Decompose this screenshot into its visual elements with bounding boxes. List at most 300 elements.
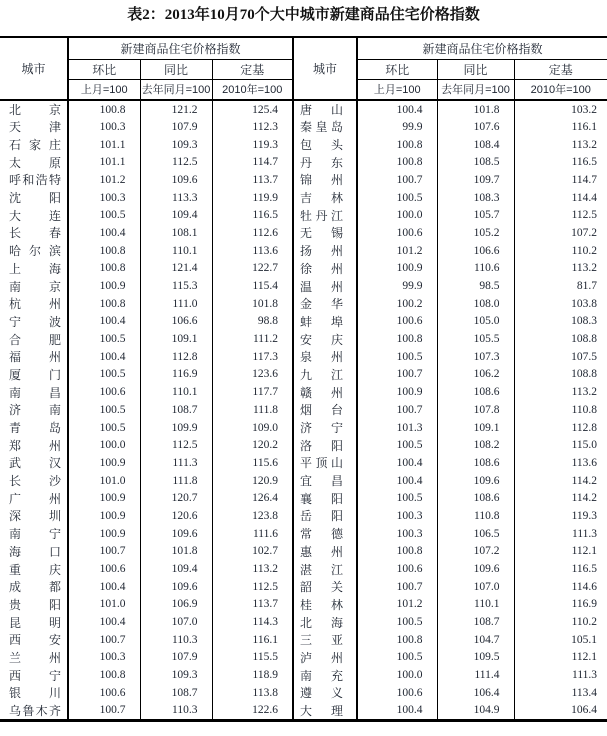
yoy-value-left: 107.0 bbox=[140, 613, 212, 631]
mom-value-left: 101.0 bbox=[68, 596, 140, 614]
mom-value-right: 100.5 bbox=[357, 189, 437, 207]
city-name-left: 太原 bbox=[0, 153, 68, 171]
fixed-base-value-left: 116.1 bbox=[212, 631, 293, 649]
yoy-value-left: 109.4 bbox=[140, 560, 212, 578]
fixed-base-value-right: 113.2 bbox=[514, 260, 607, 278]
table-row bbox=[0, 525, 607, 543]
mom-value-right: 100.6 bbox=[357, 560, 437, 578]
city-name-left: 郑州 bbox=[0, 436, 68, 454]
table-row bbox=[0, 401, 607, 419]
mom-value-left: 100.4 bbox=[68, 613, 140, 631]
fixed-base-value-right: 113.4 bbox=[514, 684, 607, 702]
yoy-value-left: 109.9 bbox=[140, 419, 212, 437]
yoy-value-right: 109.7 bbox=[437, 171, 514, 189]
price-index-table bbox=[0, 36, 607, 722]
mom-value-right: 100.9 bbox=[357, 260, 437, 278]
city-name-left: 海口 bbox=[0, 543, 68, 561]
city-name-left: 石家庄 bbox=[0, 136, 68, 154]
city-name-left: 天津 bbox=[0, 118, 68, 136]
fixed-base-value-left: 125.4 bbox=[212, 100, 293, 118]
fixed-base-value-right: 111.3 bbox=[514, 525, 607, 543]
fixed-base-value-right: 114.4 bbox=[514, 189, 607, 207]
yoy-value-right: 107.8 bbox=[437, 401, 514, 419]
mom-value-left: 100.9 bbox=[68, 454, 140, 472]
mom-value-right: 100.0 bbox=[357, 206, 437, 224]
mom-value-left: 100.4 bbox=[68, 313, 140, 331]
mom-value-right: 100.3 bbox=[357, 525, 437, 543]
yoy-value-left: 112.5 bbox=[140, 153, 212, 171]
table-row bbox=[0, 543, 607, 561]
mom-value-left: 100.8 bbox=[68, 242, 140, 260]
city-name-left: 长沙 bbox=[0, 472, 68, 490]
fixed-base-value-right: 114.2 bbox=[514, 472, 607, 490]
mom-value-left: 100.5 bbox=[68, 206, 140, 224]
city-name-right: 三亚 bbox=[293, 631, 357, 649]
mom-value-left: 100.5 bbox=[68, 366, 140, 384]
table-body bbox=[0, 100, 607, 720]
fixed-base-value-right: 103.8 bbox=[514, 295, 607, 313]
mom-value-right: 100.2 bbox=[357, 295, 437, 313]
mom-value-right: 100.5 bbox=[357, 613, 437, 631]
yoy-value-left: 107.9 bbox=[140, 118, 212, 136]
fixed-base-value-left: 115.6 bbox=[212, 454, 293, 472]
city-name-left: 哈尔滨 bbox=[0, 242, 68, 260]
yoy-value-left: 106.6 bbox=[140, 313, 212, 331]
yoy-value-right: 108.3 bbox=[437, 189, 514, 207]
yoy-value-right: 105.0 bbox=[437, 313, 514, 331]
fixed-base-value-left: 116.5 bbox=[212, 206, 293, 224]
city-name-left: 贵阳 bbox=[0, 596, 68, 614]
city-name-left: 南京 bbox=[0, 277, 68, 295]
table-row bbox=[0, 100, 607, 118]
mom-value-left: 100.8 bbox=[68, 260, 140, 278]
fixed-base-value-left: 101.8 bbox=[212, 295, 293, 313]
fixed-base-value-left: 113.7 bbox=[212, 596, 293, 614]
yoy-value-left: 108.7 bbox=[140, 684, 212, 702]
city-name-left: 沈阳 bbox=[0, 189, 68, 207]
fixed-base-value-right: 112.1 bbox=[514, 543, 607, 561]
mom-value-right: 99.9 bbox=[357, 118, 437, 136]
yoy-value-left: 111.3 bbox=[140, 454, 212, 472]
fixed-base-value-left: 112.5 bbox=[212, 578, 293, 596]
city-name-right: 锦州 bbox=[293, 171, 357, 189]
city-name-left: 兰州 bbox=[0, 649, 68, 667]
header-mom-base-right: 上月=100 bbox=[357, 79, 437, 100]
city-name-left: 杭州 bbox=[0, 295, 68, 313]
header-index-group-left: 新建商品住宅价格指数 bbox=[68, 37, 293, 59]
city-name-right: 唐山 bbox=[293, 100, 357, 118]
yoy-value-right: 109.1 bbox=[437, 419, 514, 437]
yoy-value-right: 104.9 bbox=[437, 702, 514, 721]
fixed-base-value-right: 111.3 bbox=[514, 666, 607, 684]
page-title: 表2：2013年10月70个大中城市新建商品住宅价格指数 bbox=[127, 7, 480, 23]
header-fixed-base-base-left: 2010年=100 bbox=[212, 79, 293, 100]
city-name-left: 重庆 bbox=[0, 560, 68, 578]
header-fixed-base-base-right: 2010年=100 bbox=[514, 79, 607, 100]
mom-value-left: 100.8 bbox=[68, 666, 140, 684]
fixed-base-value-right: 108.8 bbox=[514, 366, 607, 384]
city-name-left: 大连 bbox=[0, 206, 68, 224]
mom-value-right: 100.8 bbox=[357, 330, 437, 348]
mom-value-right: 100.5 bbox=[357, 649, 437, 667]
city-name-left: 乌鲁木齐 bbox=[0, 702, 68, 721]
fixed-base-value-left: 126.4 bbox=[212, 489, 293, 507]
fixed-base-value-left: 119.3 bbox=[212, 136, 293, 154]
table-row bbox=[0, 596, 607, 614]
fixed-base-value-right: 112.5 bbox=[514, 206, 607, 224]
fixed-base-value-right: 110.2 bbox=[514, 242, 607, 260]
fixed-base-value-left: 117.3 bbox=[212, 348, 293, 366]
mom-value-right: 100.3 bbox=[357, 507, 437, 525]
fixed-base-value-left: 118.9 bbox=[212, 666, 293, 684]
header-index-group-right: 新建商品住宅价格指数 bbox=[357, 37, 607, 59]
yoy-value-right: 105.7 bbox=[437, 206, 514, 224]
mom-value-left: 100.9 bbox=[68, 507, 140, 525]
city-name-right: 蚌埠 bbox=[293, 313, 357, 331]
mom-value-right: 100.9 bbox=[357, 383, 437, 401]
yoy-value-left: 110.3 bbox=[140, 702, 212, 721]
yoy-value-left: 115.3 bbox=[140, 277, 212, 295]
fixed-base-value-left: 113.6 bbox=[212, 242, 293, 260]
mom-value-left: 100.6 bbox=[68, 383, 140, 401]
table-row bbox=[0, 260, 607, 278]
fixed-base-value-left: 120.2 bbox=[212, 436, 293, 454]
fixed-base-value-left: 120.9 bbox=[212, 472, 293, 490]
yoy-value-right: 107.3 bbox=[437, 348, 514, 366]
header-fixed-base-right: 定基 bbox=[514, 59, 607, 79]
city-name-left: 上海 bbox=[0, 260, 68, 278]
city-name-left: 福州 bbox=[0, 348, 68, 366]
fixed-base-value-left: 123.8 bbox=[212, 507, 293, 525]
header-mom-right: 环比 bbox=[357, 59, 437, 79]
city-name-left: 武汉 bbox=[0, 454, 68, 472]
yoy-value-right: 109.6 bbox=[437, 560, 514, 578]
table-row bbox=[0, 224, 607, 242]
city-name-right: 金华 bbox=[293, 295, 357, 313]
yoy-value-left: 109.6 bbox=[140, 525, 212, 543]
yoy-value-left: 116.9 bbox=[140, 366, 212, 384]
fixed-base-value-left: 98.8 bbox=[212, 313, 293, 331]
fixed-base-value-right: 108.3 bbox=[514, 313, 607, 331]
mom-value-left: 100.8 bbox=[68, 295, 140, 313]
fixed-base-value-left: 109.0 bbox=[212, 419, 293, 437]
yoy-value-right: 108.5 bbox=[437, 153, 514, 171]
city-name-right: 赣州 bbox=[293, 383, 357, 401]
yoy-value-right: 105.2 bbox=[437, 224, 514, 242]
fixed-base-value-right: 114.7 bbox=[514, 171, 607, 189]
fixed-base-value-right: 105.1 bbox=[514, 631, 607, 649]
header-yoy-base-right: 去年同月=100 bbox=[437, 79, 514, 100]
city-name-right: 遵义 bbox=[293, 684, 357, 702]
table-row bbox=[0, 348, 607, 366]
table-row bbox=[0, 206, 607, 224]
table-row bbox=[0, 631, 607, 649]
fixed-base-value-left: 122.7 bbox=[212, 260, 293, 278]
yoy-value-left: 110.1 bbox=[140, 242, 212, 260]
mom-value-right: 100.8 bbox=[357, 631, 437, 649]
header-city-right: 城市 bbox=[293, 37, 357, 100]
city-name-right: 徐州 bbox=[293, 260, 357, 278]
yoy-value-left: 121.4 bbox=[140, 260, 212, 278]
fixed-base-value-right: 119.3 bbox=[514, 507, 607, 525]
table-row bbox=[0, 171, 607, 189]
mom-value-left: 100.3 bbox=[68, 189, 140, 207]
header-yoy-base-left: 去年同月=100 bbox=[140, 79, 212, 100]
city-name-left: 成都 bbox=[0, 578, 68, 596]
yoy-value-right: 106.4 bbox=[437, 684, 514, 702]
yoy-value-right: 108.6 bbox=[437, 383, 514, 401]
header-yoy-right: 同比 bbox=[437, 59, 514, 79]
fixed-base-value-left: 117.7 bbox=[212, 383, 293, 401]
table-row bbox=[0, 436, 607, 454]
mom-value-right: 100.6 bbox=[357, 224, 437, 242]
mom-value-right: 100.0 bbox=[357, 666, 437, 684]
yoy-value-right: 110.6 bbox=[437, 260, 514, 278]
fixed-base-value-right: 103.2 bbox=[514, 100, 607, 118]
fixed-base-value-left: 114.7 bbox=[212, 153, 293, 171]
yoy-value-right: 107.2 bbox=[437, 543, 514, 561]
city-name-right: 襄阳 bbox=[293, 489, 357, 507]
city-name-right: 常德 bbox=[293, 525, 357, 543]
fixed-base-value-right: 116.9 bbox=[514, 596, 607, 614]
yoy-value-right: 108.0 bbox=[437, 295, 514, 313]
mom-value-left: 100.5 bbox=[68, 401, 140, 419]
fixed-base-value-right: 107.2 bbox=[514, 224, 607, 242]
fixed-base-value-left: 114.3 bbox=[212, 613, 293, 631]
table-row bbox=[0, 295, 607, 313]
city-name-right: 丹东 bbox=[293, 153, 357, 171]
fixed-base-value-left: 113.2 bbox=[212, 560, 293, 578]
yoy-value-right: 108.6 bbox=[437, 454, 514, 472]
fixed-base-value-right: 110.2 bbox=[514, 613, 607, 631]
fixed-base-value-right: 108.8 bbox=[514, 330, 607, 348]
fixed-base-value-left: 112.3 bbox=[212, 118, 293, 136]
city-name-left: 西宁 bbox=[0, 666, 68, 684]
city-name-left: 青岛 bbox=[0, 419, 68, 437]
mom-value-left: 100.0 bbox=[68, 436, 140, 454]
mom-value-left: 100.6 bbox=[68, 560, 140, 578]
city-name-right: 秦皇岛 bbox=[293, 118, 357, 136]
mom-value-left: 100.7 bbox=[68, 631, 140, 649]
yoy-value-right: 111.4 bbox=[437, 666, 514, 684]
city-name-right: 牡丹江 bbox=[293, 206, 357, 224]
table-row bbox=[0, 277, 607, 295]
mom-value-left: 101.0 bbox=[68, 472, 140, 490]
fixed-base-value-right: 115.0 bbox=[514, 436, 607, 454]
fixed-base-value-right: 81.7 bbox=[514, 277, 607, 295]
fixed-base-value-right: 114.6 bbox=[514, 578, 607, 596]
table-row bbox=[0, 136, 607, 154]
fixed-base-value-left: 111.8 bbox=[212, 401, 293, 419]
yoy-value-left: 120.7 bbox=[140, 489, 212, 507]
fixed-base-value-left: 111.2 bbox=[212, 330, 293, 348]
fixed-base-value-right: 107.5 bbox=[514, 348, 607, 366]
city-name-right: 洛阳 bbox=[293, 436, 357, 454]
fixed-base-value-right: 113.2 bbox=[514, 383, 607, 401]
mom-value-left: 100.9 bbox=[68, 277, 140, 295]
yoy-value-right: 106.5 bbox=[437, 525, 514, 543]
table-row bbox=[0, 472, 607, 490]
mom-value-right: 100.5 bbox=[357, 489, 437, 507]
city-name-right: 宜昌 bbox=[293, 472, 357, 490]
yoy-value-right: 105.5 bbox=[437, 330, 514, 348]
fixed-base-value-right: 112.8 bbox=[514, 419, 607, 437]
city-name-right: 济宁 bbox=[293, 419, 357, 437]
fixed-base-value-right: 110.8 bbox=[514, 401, 607, 419]
city-name-right: 北海 bbox=[293, 613, 357, 631]
mom-value-left: 100.4 bbox=[68, 578, 140, 596]
table-row bbox=[0, 118, 607, 136]
city-name-left: 南昌 bbox=[0, 383, 68, 401]
yoy-value-left: 120.6 bbox=[140, 507, 212, 525]
mom-value-right: 101.3 bbox=[357, 419, 437, 437]
yoy-value-left: 110.3 bbox=[140, 631, 212, 649]
table-row bbox=[0, 313, 607, 331]
yoy-value-right: 108.2 bbox=[437, 436, 514, 454]
yoy-value-right: 110.8 bbox=[437, 507, 514, 525]
city-name-left: 深圳 bbox=[0, 507, 68, 525]
fixed-base-value-right: 116.5 bbox=[514, 560, 607, 578]
yoy-value-right: 98.5 bbox=[437, 277, 514, 295]
yoy-value-left: 121.2 bbox=[140, 100, 212, 118]
city-name-left: 南宁 bbox=[0, 525, 68, 543]
table-row bbox=[0, 560, 607, 578]
city-name-right: 无锡 bbox=[293, 224, 357, 242]
table-row bbox=[0, 454, 607, 472]
mom-value-right: 101.2 bbox=[357, 242, 437, 260]
mom-value-right: 100.5 bbox=[357, 348, 437, 366]
mom-value-left: 100.5 bbox=[68, 419, 140, 437]
yoy-value-right: 108.4 bbox=[437, 136, 514, 154]
city-name-right: 大理 bbox=[293, 702, 357, 721]
yoy-value-left: 108.1 bbox=[140, 224, 212, 242]
fixed-base-value-left: 102.7 bbox=[212, 543, 293, 561]
table-row bbox=[0, 489, 607, 507]
city-name-right: 扬州 bbox=[293, 242, 357, 260]
yoy-value-left: 107.9 bbox=[140, 649, 212, 667]
fixed-base-value-right: 114.2 bbox=[514, 489, 607, 507]
yoy-value-left: 112.5 bbox=[140, 436, 212, 454]
mom-value-right: 100.4 bbox=[357, 702, 437, 721]
yoy-value-right: 107.0 bbox=[437, 578, 514, 596]
city-name-right: 南充 bbox=[293, 666, 357, 684]
city-name-right: 安庆 bbox=[293, 330, 357, 348]
yoy-value-right: 106.2 bbox=[437, 366, 514, 384]
city-name-right: 岳阳 bbox=[293, 507, 357, 525]
fixed-base-value-left: 122.6 bbox=[212, 702, 293, 721]
city-name-right: 吉林 bbox=[293, 189, 357, 207]
mom-value-left: 100.3 bbox=[68, 118, 140, 136]
mom-value-right: 100.4 bbox=[357, 472, 437, 490]
header-fixed-base-left: 定基 bbox=[212, 59, 293, 79]
mom-value-right: 100.7 bbox=[357, 578, 437, 596]
mom-value-left: 100.4 bbox=[68, 348, 140, 366]
yoy-value-left: 106.9 bbox=[140, 596, 212, 614]
yoy-value-right: 109.6 bbox=[437, 472, 514, 490]
yoy-value-left: 109.3 bbox=[140, 136, 212, 154]
mom-value-left: 100.4 bbox=[68, 224, 140, 242]
yoy-value-left: 111.8 bbox=[140, 472, 212, 490]
fixed-base-value-right: 113.2 bbox=[514, 136, 607, 154]
mom-value-left: 100.7 bbox=[68, 543, 140, 561]
table-row bbox=[0, 613, 607, 631]
mom-value-right: 100.6 bbox=[357, 313, 437, 331]
yoy-value-left: 101.8 bbox=[140, 543, 212, 561]
fixed-base-value-right: 116.5 bbox=[514, 153, 607, 171]
mom-value-left: 100.3 bbox=[68, 649, 140, 667]
fixed-base-value-left: 119.9 bbox=[212, 189, 293, 207]
mom-value-left: 100.9 bbox=[68, 489, 140, 507]
header-row-group bbox=[0, 37, 607, 59]
yoy-value-right: 106.6 bbox=[437, 242, 514, 260]
table-row bbox=[0, 383, 607, 401]
city-name-left: 长春 bbox=[0, 224, 68, 242]
table-row bbox=[0, 649, 607, 667]
city-name-left: 呼和浩特 bbox=[0, 171, 68, 189]
mom-value-right: 100.8 bbox=[357, 543, 437, 561]
mom-value-left: 100.8 bbox=[68, 100, 140, 118]
table-row bbox=[0, 684, 607, 702]
yoy-value-left: 110.1 bbox=[140, 383, 212, 401]
city-name-right: 平顶山 bbox=[293, 454, 357, 472]
yoy-value-right: 109.5 bbox=[437, 649, 514, 667]
table-row bbox=[0, 666, 607, 684]
yoy-value-right: 107.6 bbox=[437, 118, 514, 136]
yoy-value-right: 101.8 bbox=[437, 100, 514, 118]
yoy-value-right: 108.7 bbox=[437, 613, 514, 631]
fixed-base-value-left: 113.7 bbox=[212, 171, 293, 189]
mom-value-left: 101.1 bbox=[68, 153, 140, 171]
city-name-left: 银川 bbox=[0, 684, 68, 702]
fixed-base-value-left: 123.6 bbox=[212, 366, 293, 384]
city-name-right: 烟台 bbox=[293, 401, 357, 419]
mom-value-right: 100.4 bbox=[357, 454, 437, 472]
mom-value-right: 100.7 bbox=[357, 171, 437, 189]
table-row bbox=[0, 330, 607, 348]
fixed-base-value-left: 113.8 bbox=[212, 684, 293, 702]
fixed-base-value-right: 116.1 bbox=[514, 118, 607, 136]
city-name-right: 温州 bbox=[293, 277, 357, 295]
mom-value-right: 101.2 bbox=[357, 596, 437, 614]
mom-value-right: 100.6 bbox=[357, 684, 437, 702]
yoy-value-left: 112.8 bbox=[140, 348, 212, 366]
table-row bbox=[0, 702, 607, 721]
table-header bbox=[0, 37, 607, 100]
city-name-left: 昆明 bbox=[0, 613, 68, 631]
city-name-right: 惠州 bbox=[293, 543, 357, 561]
mom-value-left: 100.9 bbox=[68, 525, 140, 543]
fixed-base-value-right: 106.4 bbox=[514, 702, 607, 721]
yoy-value-right: 110.1 bbox=[437, 596, 514, 614]
city-name-right: 桂林 bbox=[293, 596, 357, 614]
header-mom-left: 环比 bbox=[68, 59, 140, 79]
header-mom-base-left: 上月=100 bbox=[68, 79, 140, 100]
yoy-value-right: 108.6 bbox=[437, 489, 514, 507]
mom-value-right: 100.4 bbox=[357, 100, 437, 118]
table-row bbox=[0, 507, 607, 525]
yoy-value-left: 109.1 bbox=[140, 330, 212, 348]
table-row bbox=[0, 153, 607, 171]
table-row bbox=[0, 189, 607, 207]
yoy-value-right: 104.7 bbox=[437, 631, 514, 649]
mom-value-left: 100.6 bbox=[68, 684, 140, 702]
fixed-base-value-left: 115.4 bbox=[212, 277, 293, 295]
table-row bbox=[0, 419, 607, 437]
yoy-value-left: 109.4 bbox=[140, 206, 212, 224]
table-row bbox=[0, 366, 607, 384]
mom-value-left: 101.1 bbox=[68, 136, 140, 154]
mom-value-right: 100.7 bbox=[357, 366, 437, 384]
